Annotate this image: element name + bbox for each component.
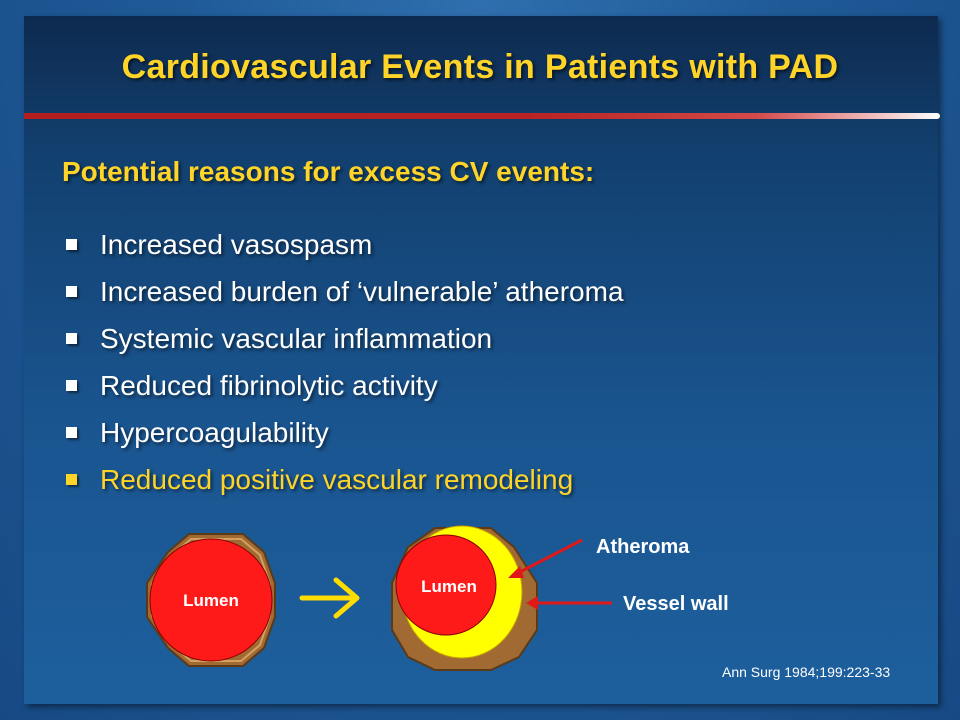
arrow-right-icon [302,580,357,616]
bullet-text: Hypercoagulability [100,417,329,448]
bullet-text: Increased vasospasm [100,229,373,260]
bullet-text: Systemic vascular inflammation [100,323,493,354]
slide-title: Cardiovascular Events in Patients with PAD [121,48,839,86]
bullet-text: Reduced positive vascular remodeling [100,464,574,495]
slide-subtitle: Potential reasons for excess CV events: [62,156,595,187]
citation: Ann Surg 1984;199:223-33 [722,664,891,680]
vessel-wall-pointer [526,596,612,610]
diseased-vessel [392,526,537,670]
normal-vessel [147,534,275,666]
atheroma-label: Atheroma [596,536,690,558]
lumen-right-label: Lumen [421,577,477,596]
bullet-text: Increased burden of ‘vulnerable’ atheroma [100,276,624,307]
bullet-text: Reduced fibrinolytic activity [100,370,438,401]
vessel-wall-label: Vessel wall [623,593,729,615]
lumen-left-label: Lumen [183,591,239,610]
